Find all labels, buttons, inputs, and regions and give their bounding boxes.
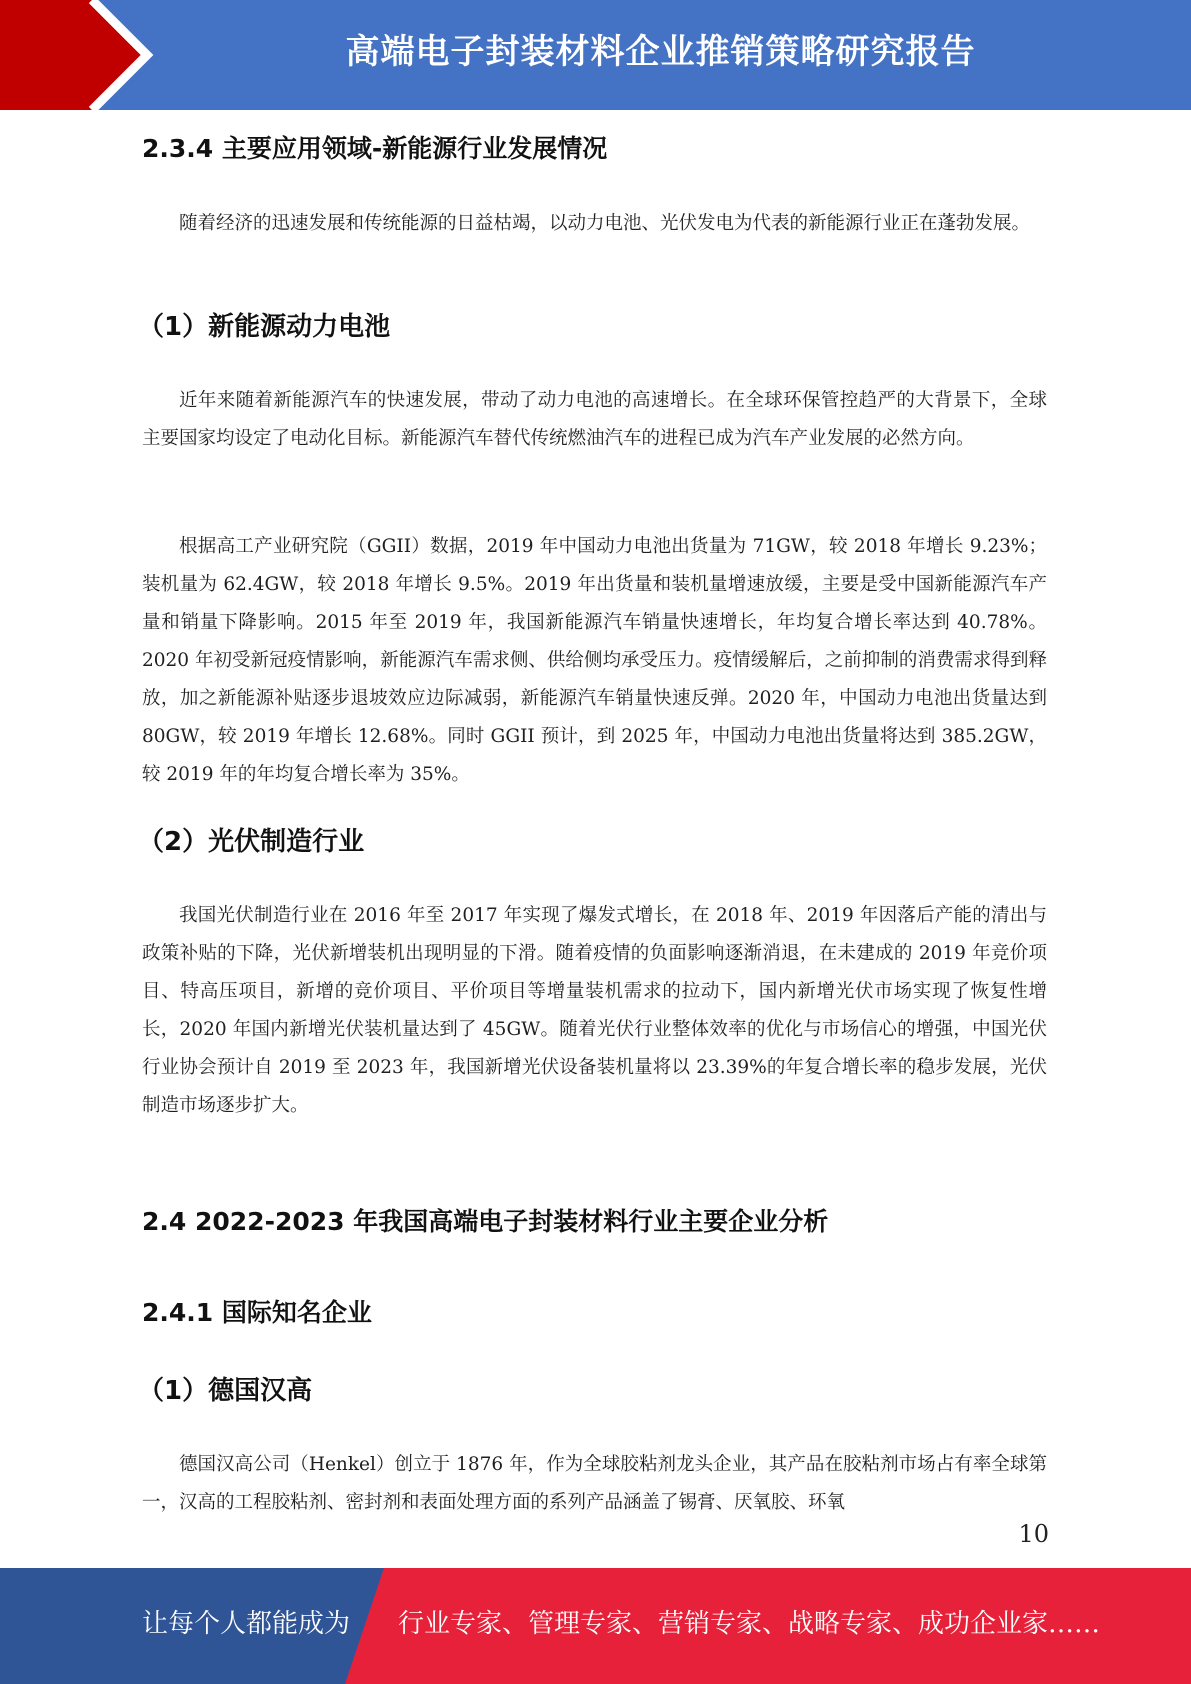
- paragraph-intro: 随着经济的迅速发展和传统能源的日益枯竭，以动力电池、光伏发电为代表的新能源行业正在蓬勃发展。: [179, 213, 1031, 234]
- header-banner: [0, 0, 1191, 110]
- section-heading-2-3-4: 2.3.4 主要应用领域-新能源行业发展情况: [142, 134, 608, 163]
- page-number: 10: [1018, 1520, 1049, 1548]
- section-heading-2-4: 2.4 2022-2023 年我国高端电子封装材料行业主要企业分析: [142, 1207, 829, 1236]
- subheading-power-battery: （1）新能源动力电池: [138, 312, 391, 342]
- footer-slogan-left: 让每个人都能成为: [142, 1609, 351, 1639]
- header-arrow-decoration: [0, 0, 170, 110]
- report-title: 高端电子封装材料企业推销策略研究报告: [345, 32, 976, 72]
- footer-banner: [0, 1568, 1191, 1684]
- paragraph-photovoltaic: 我国光伏制造行业在 2016 年至 2017 年实现了爆发式增长，在 2018 年、2019 年因落后产能的清出与政策补贴的下降，光伏新增装机出现明显的下滑。随着疫情的负面影响逐渐消退，在未建成的 2019 年竞价项目、特高压项目，新增的竞价项目、平价项目等增量装机需求的拉动下，国内新增光伏市场实现了恢复性增长，2020 年国内新增光伏装机量达到了 45GW。随着光伏行业整体效率的优化与市场信心的增强，中国光伏行业协会预计自 2019 至 2023 年，我国新增光伏设备装机量将以 23.39%的年复合增长率的稳步发展，光伏制造市场逐步扩大。: [142, 905, 1047, 1116]
- paragraph-battery-background: 近年来随着新能源汽车的快速发展，带动了动力电池的高速增长。在全球环保管控趋严的大背景下，全球主要国家均设定了电动化目标。新能源汽车替代传统燃油汽车的进程已成为汽车产业发展的必然方向。: [142, 390, 1047, 449]
- section-heading-2-4-1: 2.4.1 国际知名企业: [142, 1298, 372, 1327]
- subheading-henkel: （1）德国汉高: [138, 1376, 313, 1406]
- paragraph-battery-data: 根据高工产业研究院（GGII）数据，2019 年中国动力电池出货量为 71GW，较 2018 年增长 9.23%；装机量为 62.4GW，较 2018 年增长 9.5%。2019 年出货量和装机量增速放缓，主要是受中国新能源汽车产量和销量下降影响。2015 年至 2019 年，我国新能源汽车销量快速增长，年均复合增长率达到 40.78%。2020 年初受新冠疫情影响，新能源汽车需求侧、供给侧均承受压力。疫情缓解后，之前抑制的消费需求得到释放，加之新能源补贴逐步退坡效应边际减弱，新能源汽车销量快速反弹。2020 年，中国动力电池出货量达到 80GW，较 2019 年增长 12.68%。同时 GGII 预计，到 2025 年，中国动力电池出货量将达到 385.2GW，较 2019 年的年均复合增长率为 35%。: [142, 536, 1047, 785]
- subheading-photovoltaic: （2）光伏制造行业: [138, 827, 365, 857]
- footer-slogan-right: 行业专家、管理专家、营销专家、战略专家、成功企业家……: [398, 1609, 1101, 1639]
- paragraph-henkel: 德国汉高公司（Henkel）创立于 1876 年，作为全球胶粘剂龙头企业，其产品在胶粘剂市场占有率全球第一，汉高的工程胶粘剂、密封剂和表面处理方面的系列产品涵盖了锡膏、厌氧胶、环氧: [142, 1454, 1047, 1513]
